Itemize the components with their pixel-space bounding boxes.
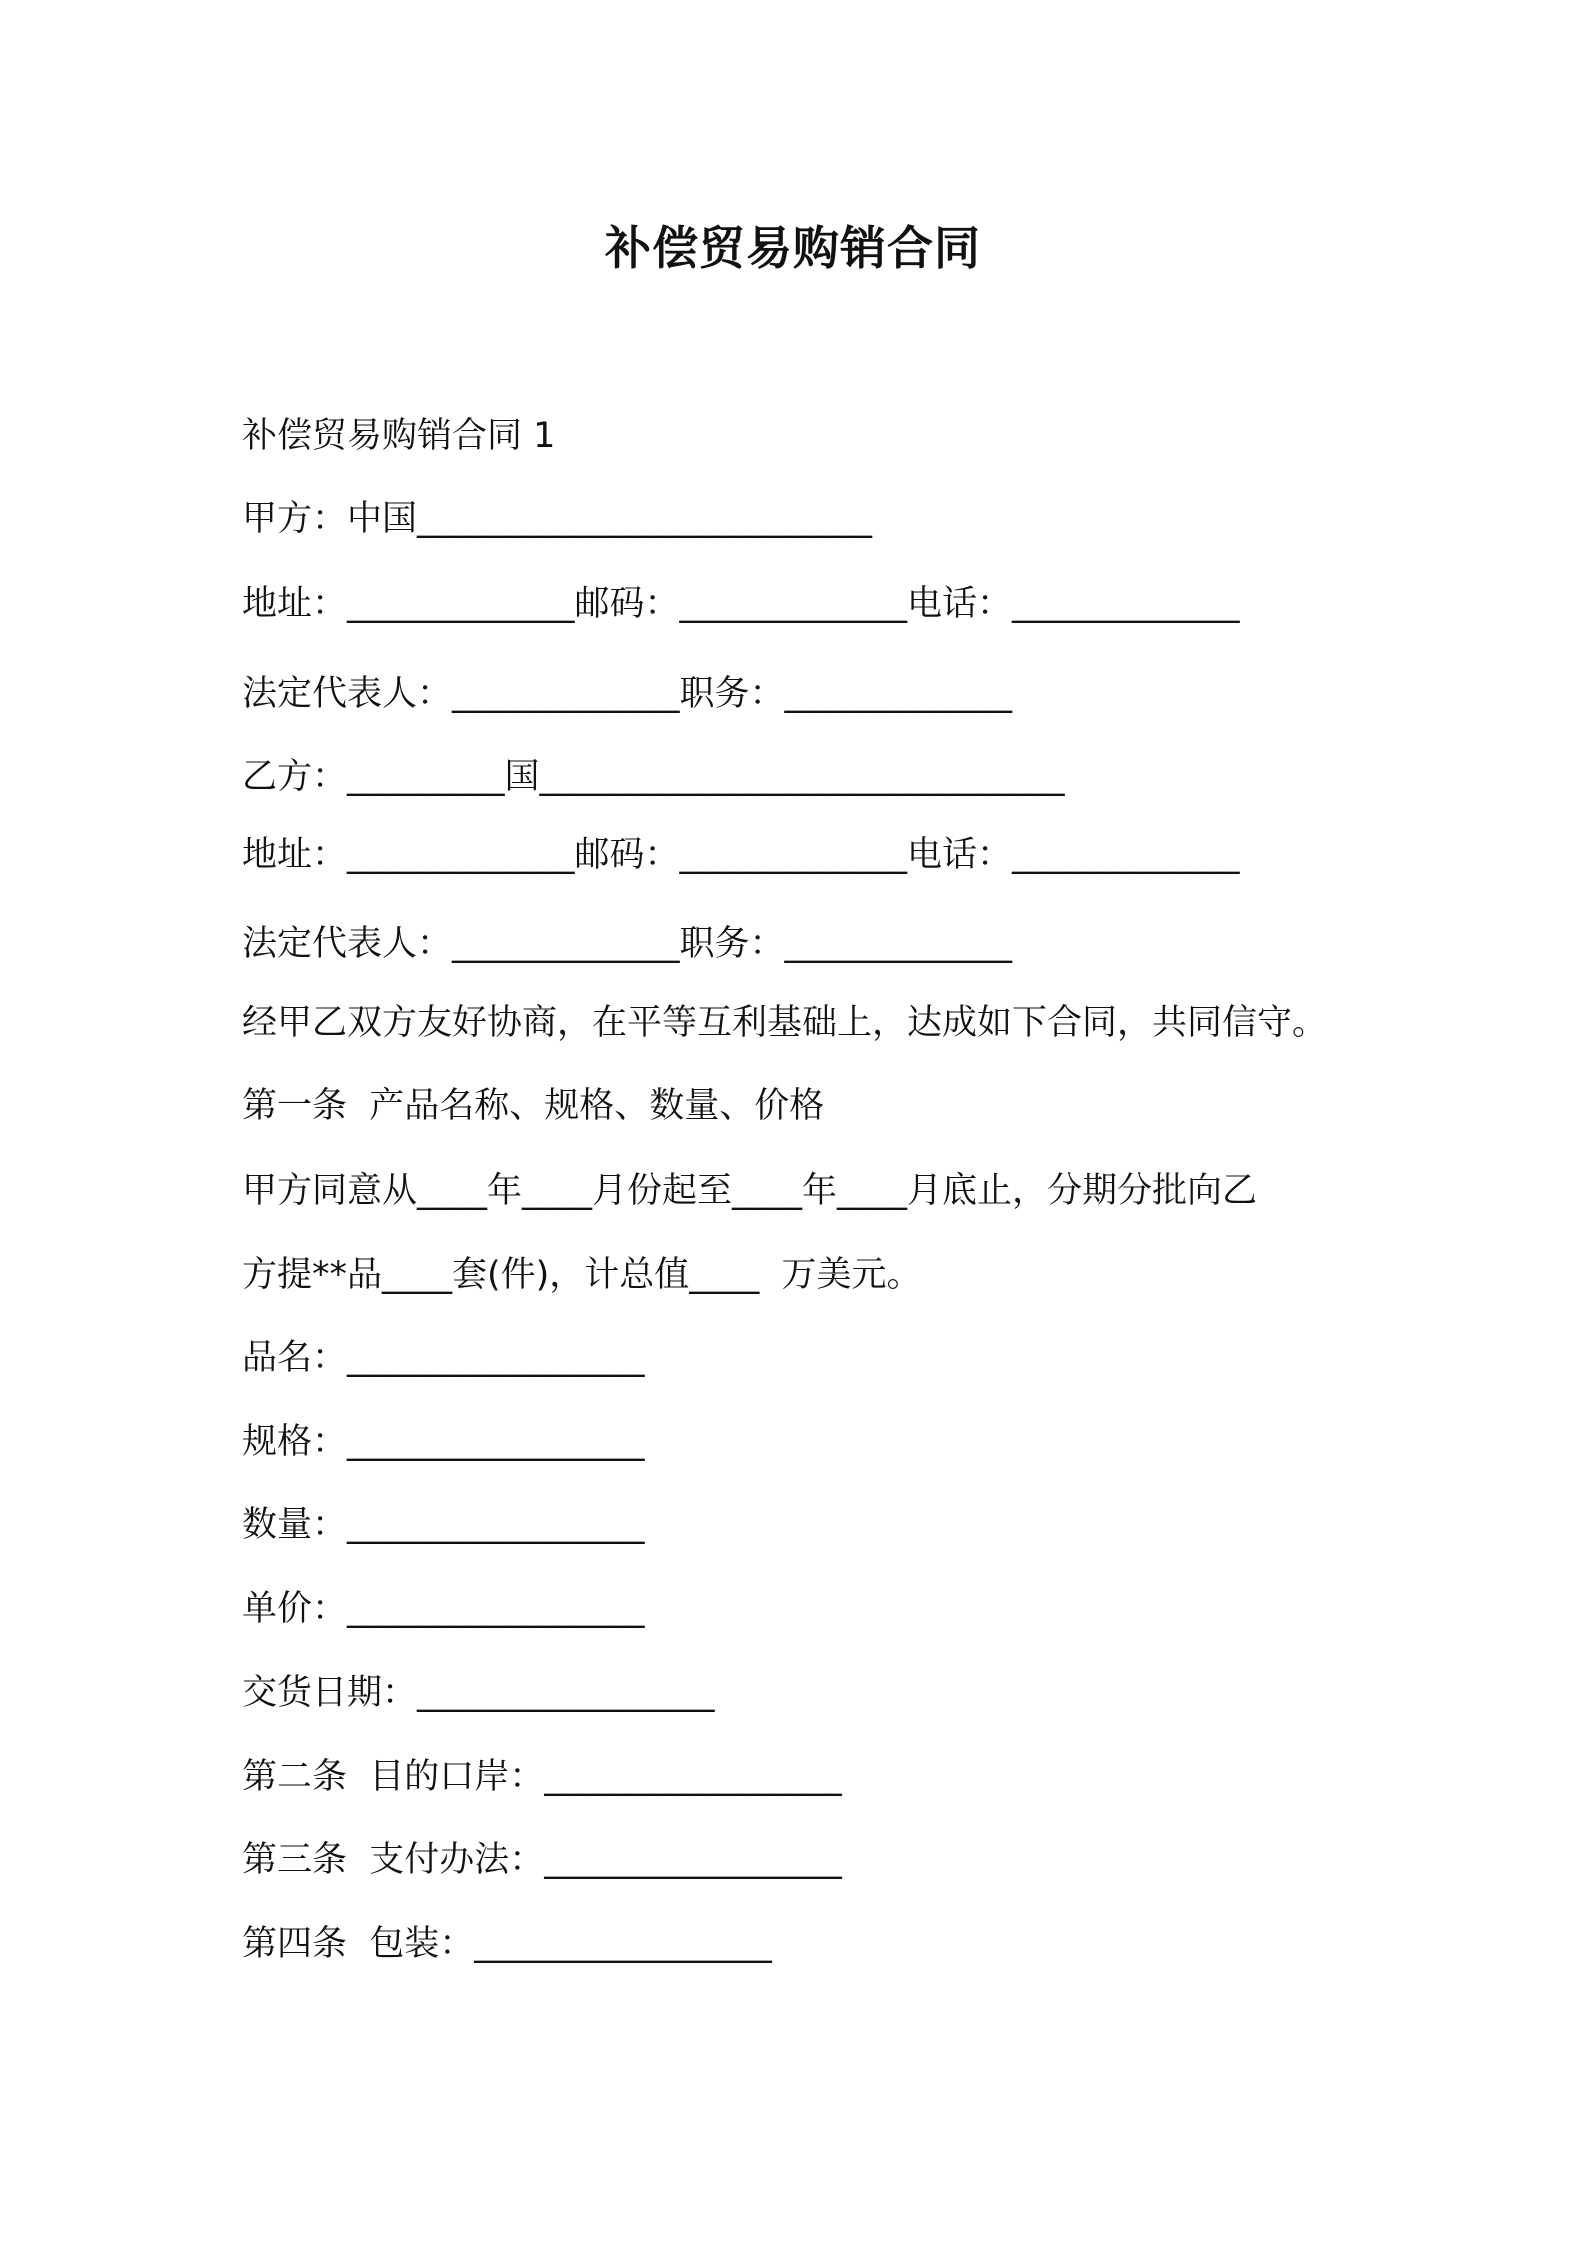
party-b-representative-line: 法定代表人：_____________职务：_____________: [242, 924, 1013, 964]
product-name-field: 品名：_________________: [242, 1338, 645, 1378]
party-b-address-line: 地址：_____________邮码：_____________电话：_____________: [242, 835, 1240, 875]
document-title: 补偿贸易购销合同: [605, 221, 981, 275]
specification-field: 规格：_________________: [242, 1422, 645, 1462]
article-1-heading: 第一条 产品名称、规格、数量、价格: [242, 1086, 825, 1126]
article-1-text-1: 甲方同意从____年____月份起至____年____月底止，分期分批向乙: [242, 1171, 1258, 1211]
article-4-packaging: 第四条 包装：_________________: [242, 1924, 772, 1964]
contract-subtitle: 补偿贸易购销合同 1: [242, 416, 556, 456]
party-b-line: 乙方：_________国______________________________: [242, 757, 1065, 797]
unit-price-field: 单价：_________________: [242, 1589, 645, 1629]
party-a-representative-line: 法定代表人：_____________职务：_____________: [242, 674, 1013, 714]
party-a-line: 甲方：中国__________________________: [242, 499, 873, 539]
article-2-destination-port: 第二条 目的口岸：_________________: [242, 1757, 842, 1797]
preamble-text: 经甲乙双方友好协商，在平等互利基础上，达成如下合同，共同信守。: [242, 1003, 1328, 1043]
party-a-address-line: 地址：_____________邮码：_____________电话：_____________: [242, 584, 1240, 624]
article-3-payment-method: 第三条 支付办法：_________________: [242, 1840, 842, 1880]
article-1-text-2: 方提**品____套(件)，计总值____ 万美元。: [242, 1255, 922, 1295]
delivery-date-field: 交货日期：_________________: [242, 1673, 715, 1713]
quantity-field: 数量：_________________: [242, 1505, 645, 1545]
